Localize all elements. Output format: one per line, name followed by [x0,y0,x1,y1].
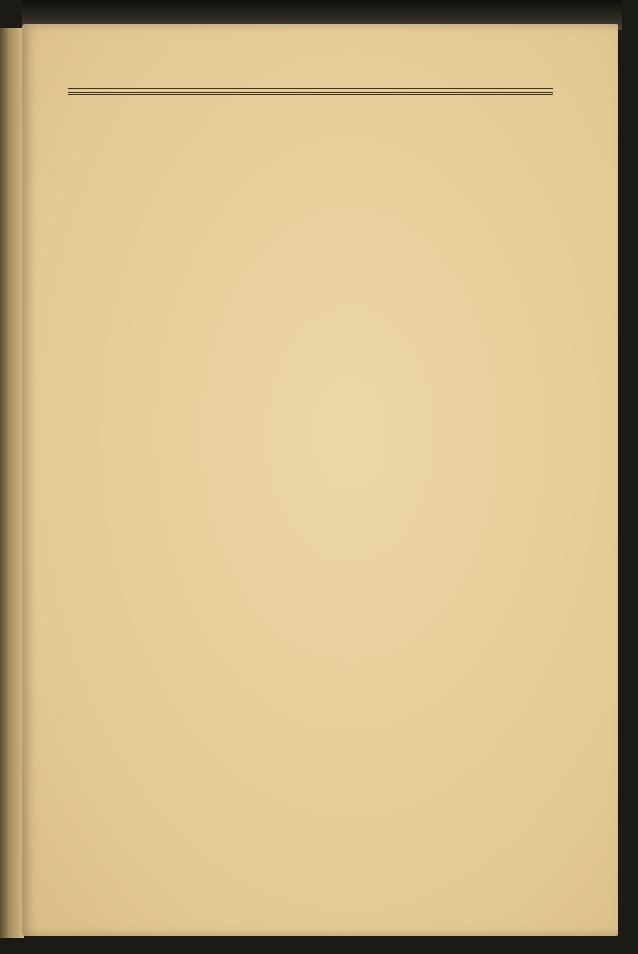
running-head-rule-bottom [68,92,553,95]
running-head [68,88,553,95]
book-page [22,24,618,936]
book-spine-shadow [0,28,24,938]
